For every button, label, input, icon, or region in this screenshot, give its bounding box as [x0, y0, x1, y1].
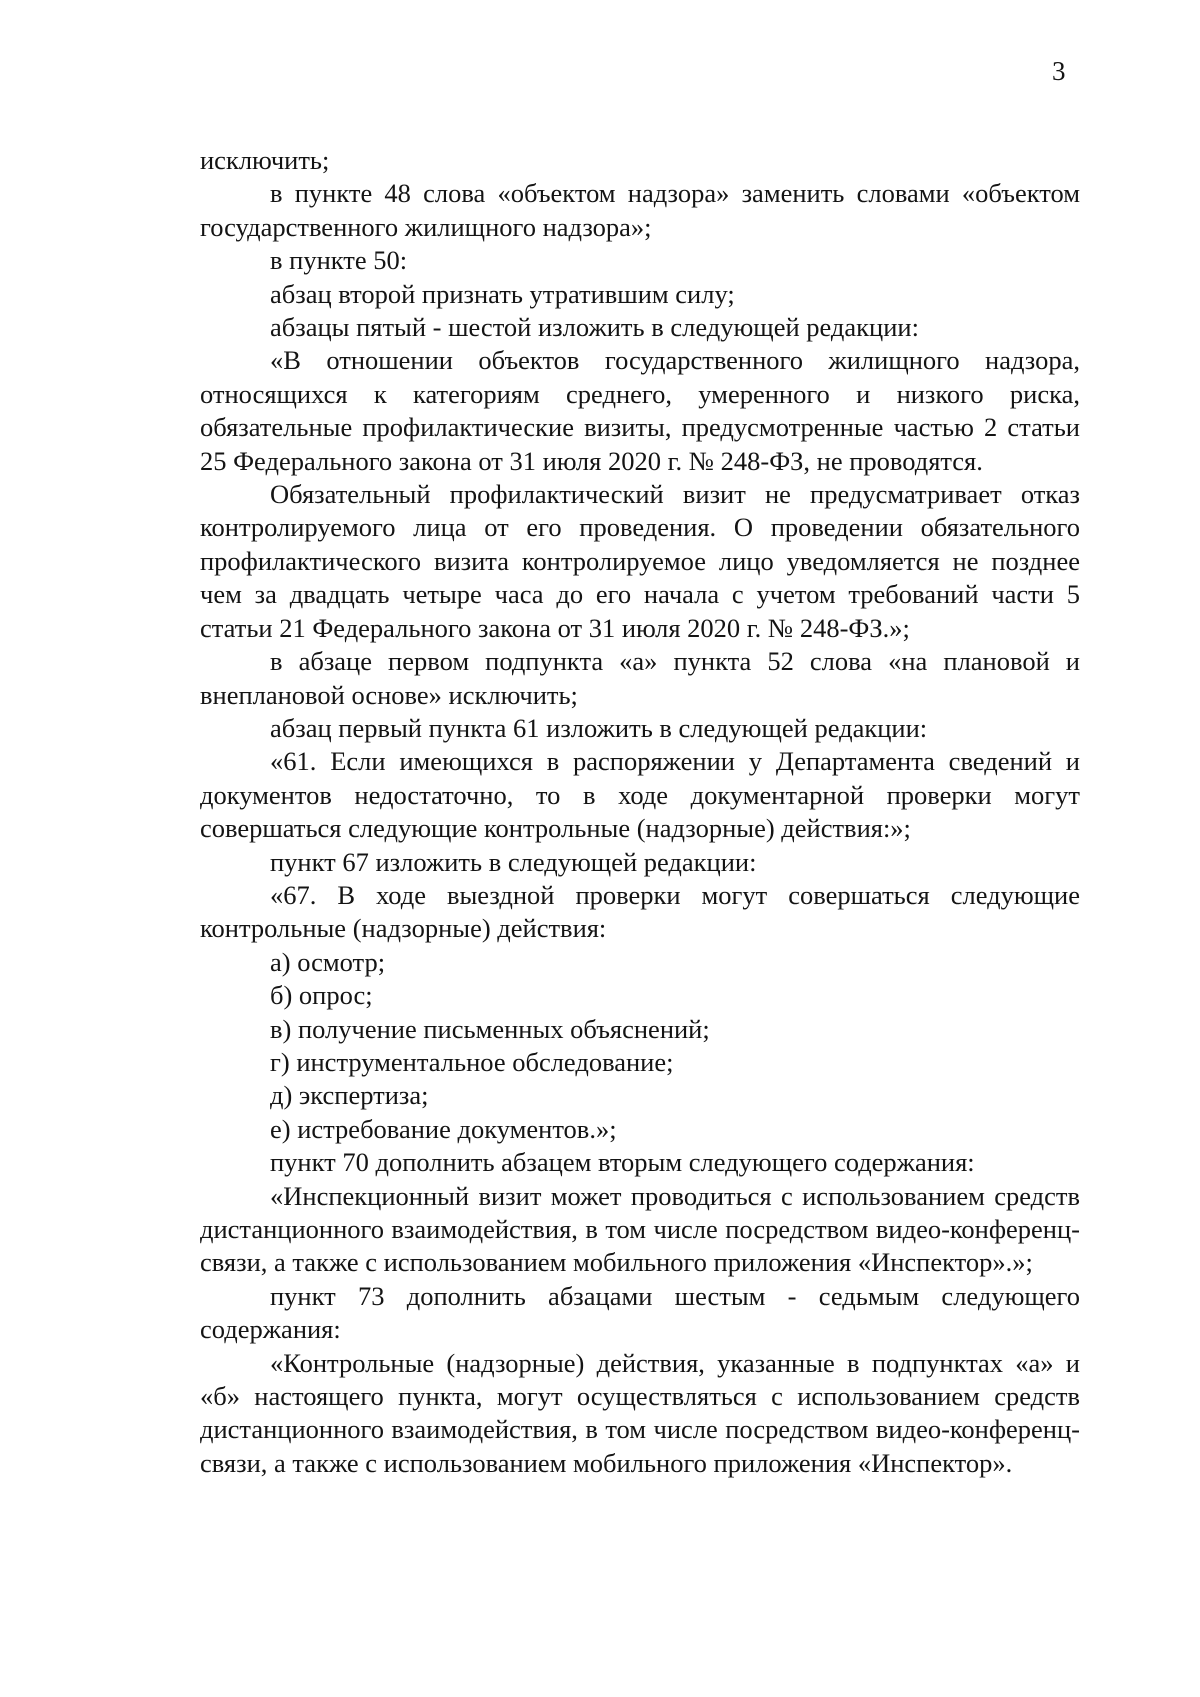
list-item: б) опрос;: [270, 980, 373, 1011]
paragraph: абзац первый пункта 61 изложить в следующей редакции:: [270, 712, 928, 743]
paragraph: «Инспекционный визит может проводиться с использованием средств дистанционного взаимодействия, в том числе посредством видео-конференц-связи, а также с использованием мобильного приложения «Инспектор».»;: [200, 1180, 1080, 1278]
paragraph: абзац второй признать утратившим силу;: [270, 278, 735, 309]
paragraph: в абзаце первом подпункта «а» пункта 52 слова «на плановой и внеплановой основе» исключить;: [200, 646, 1080, 710]
paragraph: пункт 70 дополнить абзацем вторым следующего содержания:: [270, 1147, 975, 1178]
list-item: а) осмотр;: [270, 946, 386, 977]
paragraph: «Контрольные (надзорные) действия, указанные в подпунктах «а» и «б» настоящего пункта, могут осуществляться с использованием средств дистанционного взаимодействия, в том числе посредством видео-конференц-связи, а также с использованием мобильного приложения «Инспектор».: [200, 1347, 1080, 1478]
list-item: е) истребование документов.»;: [270, 1113, 617, 1144]
page-number: 3: [1052, 56, 1066, 86]
paragraph: «61. Если имеющихся в распоряжении у Департамента сведений и документов недостаточно, то в ходе документарной проверки могут совершаться следующие контрольные (надзорные) действия:»;: [200, 746, 1080, 844]
paragraph: «67. В ходе выездной проверки могут совершаться следующие контрольные (надзорные) действия:: [200, 879, 1080, 944]
paragraph: «В отношении объектов государственного жилищного надзора, относящихся к категориям среднего, умеренного и низкого риска, обязательные профилактические визиты, предусмотренные частью 2 статьи 25 Федерального закона от 31 июля 2020 г. № 248-ФЗ, не проводятся.: [200, 345, 1080, 476]
list-item: д) экспертиза;: [270, 1080, 429, 1111]
paragraph: абзацы пятый - шестой изложить в следующей редакции:: [270, 312, 919, 343]
paragraph: в пункте 48 слова «объектом надзора» заменить словами «объектом государственного жилищного надзора»;: [200, 178, 1080, 242]
paragraph: пункт 67 изложить в следующей редакции:: [270, 846, 757, 877]
paragraph: Обязательный профилактический визит не предусматривает отказ контролируемого лица от его проведения. О проведении обязательного профилактического визита контролируемое лицо уведомляется не позднее чем за двадцать четыре часа до его начала с учетом требований части 5 статьи 21 Федерального закона от 31 июля 2020 г. № 248-ФЗ.»;: [200, 479, 1080, 643]
document-body: [200, 144, 1080, 1480]
paragraph: исключить;: [200, 145, 330, 175]
paragraph: в пункте 50:: [270, 245, 408, 276]
list-item: в) получение письменных объяснений;: [270, 1013, 710, 1044]
list-item: г) инструментальное обследование;: [270, 1046, 674, 1077]
paragraph: пункт 73 дополнить абзацами шестым - седьмым следующего содержания:: [200, 1280, 1080, 1345]
